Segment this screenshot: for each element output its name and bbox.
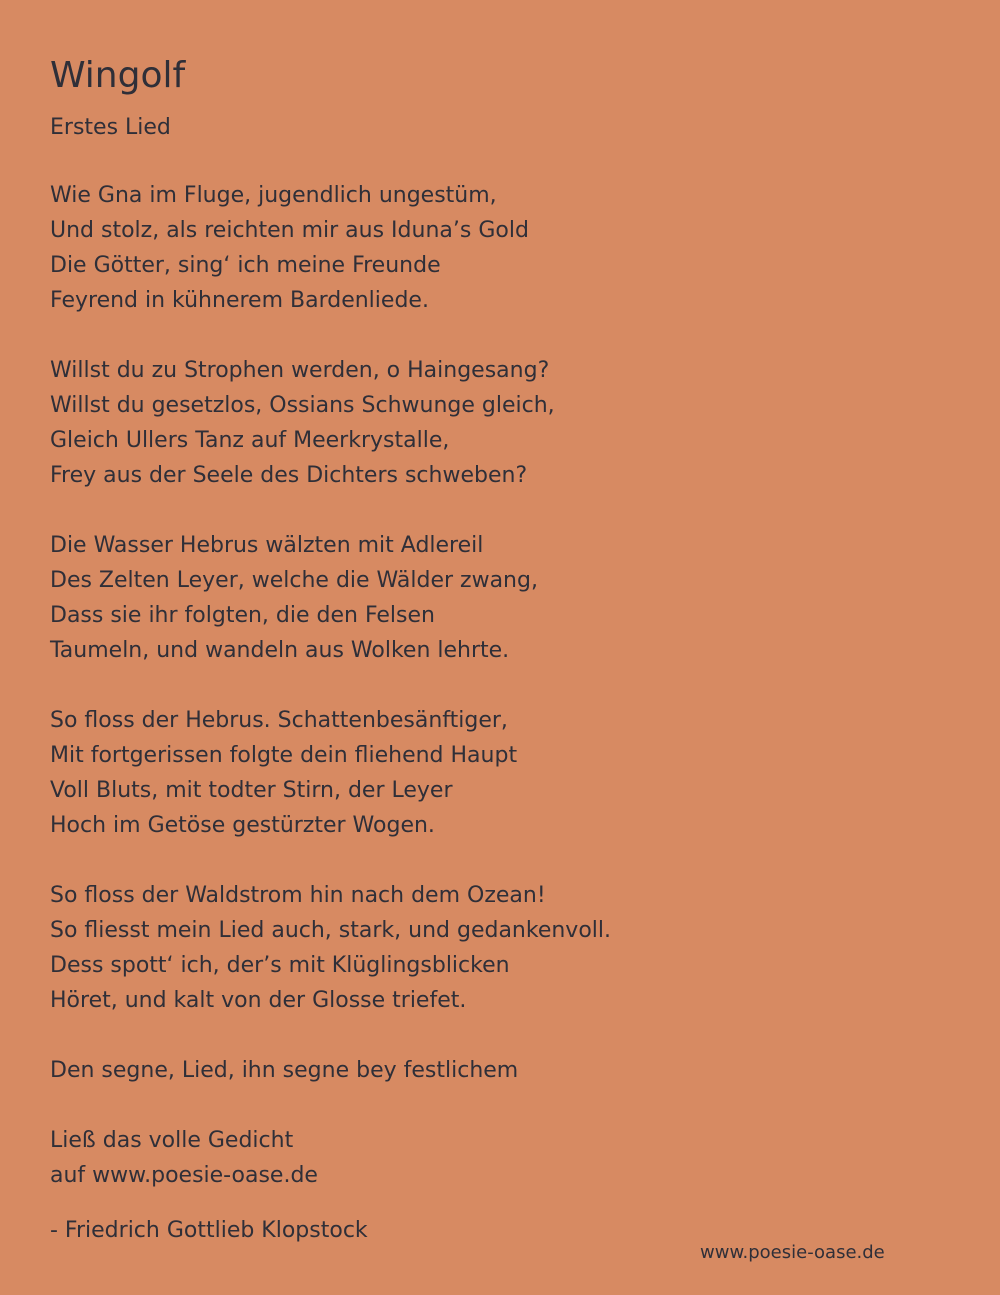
read-more-note [50, 1123, 611, 1193]
poem-line: Willst du zu Strophen werden, o Haingesang? [50, 358, 550, 383]
poem-line: Höret, und kalt von der Glosse triefet. [50, 988, 467, 1013]
read-more-link[interactable]: auf www.poesie-oase.de [50, 1163, 318, 1188]
poem-body [50, 178, 611, 1193]
poem-line: Mit fortgerissen folgte dein fliehend Haupt [50, 743, 518, 768]
poem-title: Wingolf [50, 55, 186, 96]
stanza-gap [50, 1018, 611, 1053]
poem-line: Willst du gesetzlos, Ossians Schwunge gleich, [50, 393, 555, 418]
poem-line: Und stolz, als reichten mir aus Iduna’s Gold [50, 218, 529, 243]
poem-line: Die Wasser Hebrus wälzten mit Adlereil [50, 533, 484, 558]
poem-author: - Friedrich Gottlieb Klopstock [50, 1218, 368, 1243]
stanza [50, 528, 611, 668]
stanza [50, 1053, 611, 1088]
read-more-line: Ließ das volle Gedicht [50, 1128, 294, 1153]
poem-line: Des Zelten Leyer, welche die Wälder zwang, [50, 568, 538, 593]
poem-line: Dess spott‘ ich, der’s mit Klüglingsblicken [50, 953, 510, 978]
poem-subtitle: Erstes Lied [50, 115, 171, 140]
poem-line: Voll Bluts, mit todter Stirn, der Leyer [50, 778, 453, 803]
stanza-gap [50, 668, 611, 703]
poem-line: Wie Gna im Fluge, jugendlich ungestüm, [50, 183, 497, 208]
poem-line: Taumeln, und wandeln aus Wolken lehrte. [50, 638, 510, 663]
stanza-gap [50, 493, 611, 528]
poem-line: Dass sie ihr folgten, die den Felsen [50, 603, 435, 628]
stanza [50, 353, 611, 493]
stanza [50, 878, 611, 1018]
poem-line: So fliesst mein Lied auch, stark, und gedankenvoll. [50, 918, 611, 943]
poem-line: Den segne, Lied, ihn segne bey festlichem [50, 1058, 519, 1083]
poem-line: So floss der Hebrus. Schattenbesänftiger, [50, 708, 508, 733]
stanza-gap [50, 1088, 611, 1123]
stanza-gap [50, 318, 611, 353]
stanza-gap [50, 843, 611, 878]
stanza [50, 703, 611, 843]
site-watermark: www.poesie-oase.de [700, 1242, 885, 1263]
poem-line: Gleich Ullers Tanz auf Meerkrystalle, [50, 428, 450, 453]
stanza [50, 178, 611, 318]
poem-line: So floss der Waldstrom hin nach dem Ozean! [50, 883, 546, 908]
poem-line: Die Götter, sing‘ ich meine Freunde [50, 253, 441, 278]
poem-line: Feyrend in kühnerem Bardenliede. [50, 288, 429, 313]
poem-line: Hoch im Getöse gestürzter Wogen. [50, 813, 435, 838]
poem-line: Frey aus der Seele des Dichters schweben? [50, 463, 528, 488]
